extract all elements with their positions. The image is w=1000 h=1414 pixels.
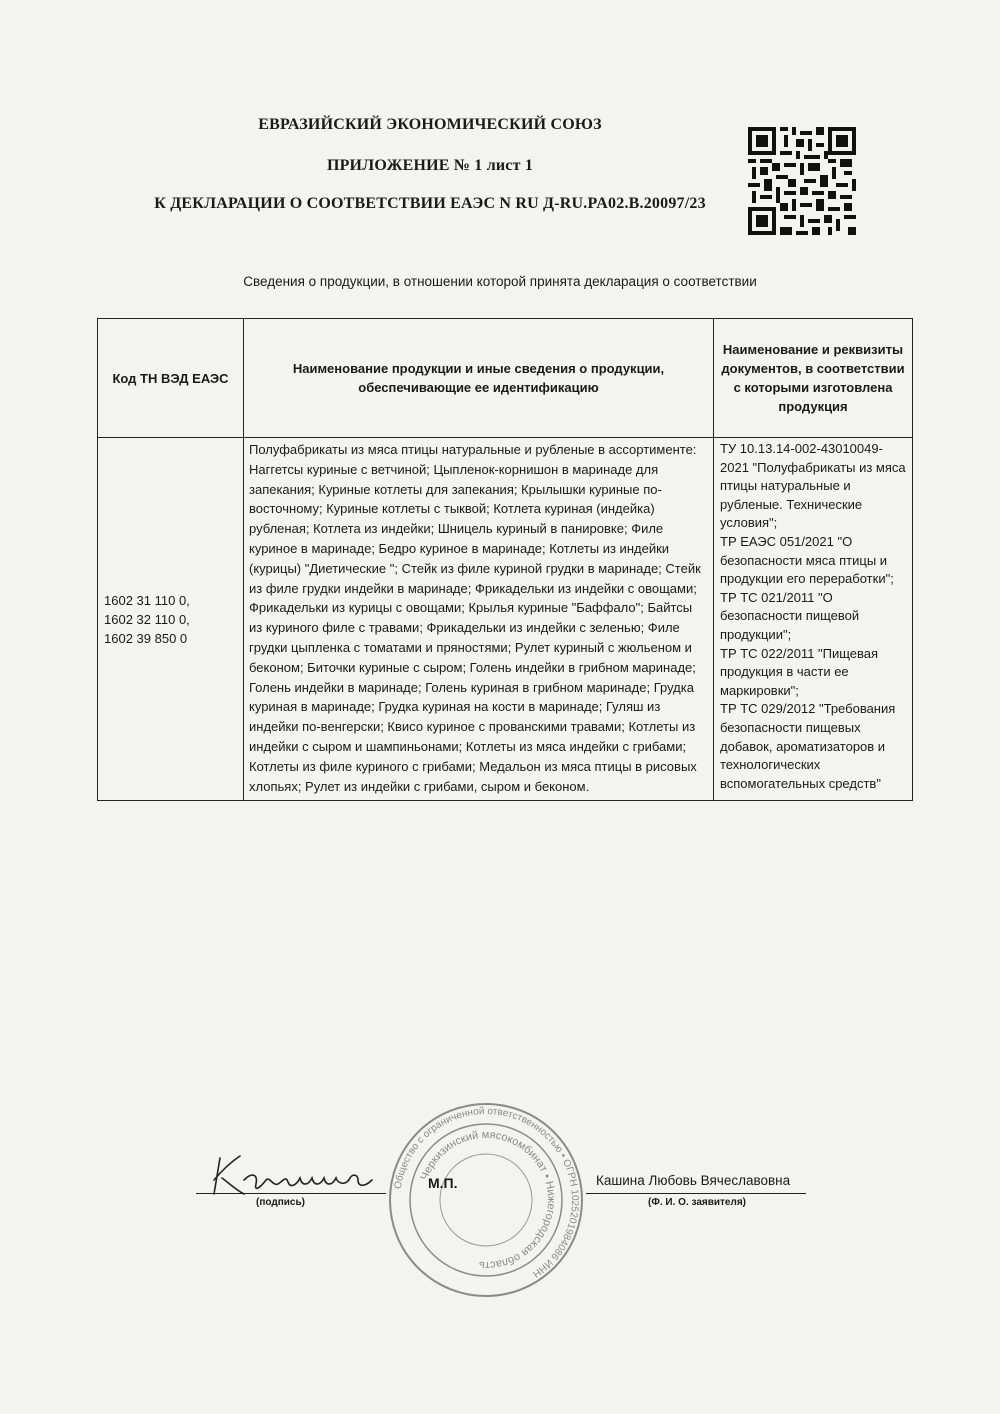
svg-text:Черкизинский мясокомбинат • Ни: Черкизинский мясокомбинат • Нижегородская область [418,1128,558,1272]
documents-cell [714,438,913,801]
table-row [98,438,913,801]
stamp-label: М.П. [428,1175,458,1191]
document-item: ТР ТС 021/2011 "О безопасности пищевой продукции"; [720,589,860,642]
table-header-row [98,319,913,438]
code-value: 1602 32 110 0, [104,611,190,627]
document-item: ТУ 10.13.14-002-43010049-2021 "Полуфабрикаты из мяса птицы натуральные и рубленые. Технические условия"; [720,441,906,531]
signature-line [196,1193,386,1194]
qr-code-icon [748,126,856,236]
company-stamp [386,1100,586,1300]
document-item: ТР ТС 022/2011 "Пищевая продукция в части ее маркировки"; [720,645,879,698]
applicant-caption: (Ф. И. О. заявителя) [648,1197,747,1208]
document-item: ТР ТС 029/2012 "Требования безопасности пищевых добавок, ароматизаторов и технологических вспомогательных средств" [720,701,896,791]
applicant-line [586,1193,806,1194]
table-caption: Сведения о продукции, в отношении которой принята декларация о соответствии [243,274,757,289]
codes-cell [98,438,244,801]
svg-text:Общество с ограниченной ответс: Общество с ограниченной ответственностью • ОГРН 1025201984086 ИНН [392,1105,581,1280]
header-name: Наименование продукции и иные сведения о продукции, обеспечивающие ее идентификацию [244,319,714,438]
applicant-name: Кашина Любовь Вячеславовна [596,1173,791,1188]
code-value: 1602 31 110 0, [104,592,190,608]
header-docs: Наименование и реквизиты документов, в соответствии с которыми изготовлена продукция [714,319,913,438]
code-value: 1602 39 850 0 [104,630,188,646]
header-code: Код ТН ВЭД ЕАЭС [98,319,244,438]
document-item: ТР ЕАЭС 051/2021 "О безопасности мяса птицы и продукции его переработки"; [720,533,894,587]
product-table [97,318,913,801]
declaration-title: К ДЕКЛАРАЦИИ О СООТВЕТСТВИИ ЕАЭС N RU Д-RU.PA02.B.20097/23 [154,195,706,212]
signature-caption: (подпись) [256,1197,305,1208]
appendix-title: ПРИЛОЖЕНИЕ № 1 лист 1 [326,157,534,174]
description-cell: Полуфабрикаты из мяса птицы натуральные и рубленые в ассортименте: Наггетсы куриные с ветчиной; Цыпленок-корнишон в маринаде для запекания; Куриные котлеты для запекания; Крылышки куриные по-восточному; Куриные котлеты с тыквой; Котлета куриная (индейка) рубленая; Котлета из индейки; Шницель куриный в панировке; Филе куриное в маринаде; Бедро куриное в маринаде; Котлеты из индейки (курицы) "Диетические "; Стейк из филе куриной грудки в маринаде; Стейк из филе грудки индейки в маринаде; Фрикадельки из индейки с овощами; Фрикадельки из курицы с овощами; Крылья куриные "Баффало"; Байтсы из куриного филе с травами; Фрикадельки из индейки с зеленью; Филе грудки цыпленка с томатами и пряностями; Рулет куриный с жюльеном и беконом; Биточки куриные с сыром; Голень индейки в грибном маринаде; Голень индейки в маринаде; Голень куриная в грибном маринаде; Грудка куриная в маринаде; Грудка куриная на кости в маринаде; Гуляш из индейки по-венгерски; Квисо куриное с прованскими травами; Котлеты из индейки с сыром и шампиньонами; Котлеты из мяса индейки с грибами; Котлеты из филе куриного с грибами; Медальон из мяса птицы в рисовых хлопьях; Рулет из индейки с грибами, сыром и беконом. [244,438,714,801]
union-title: ЕВРАЗИЙСКИЙ ЭКОНОМИЧЕСКИЙ СОЮЗ [258,116,602,133]
